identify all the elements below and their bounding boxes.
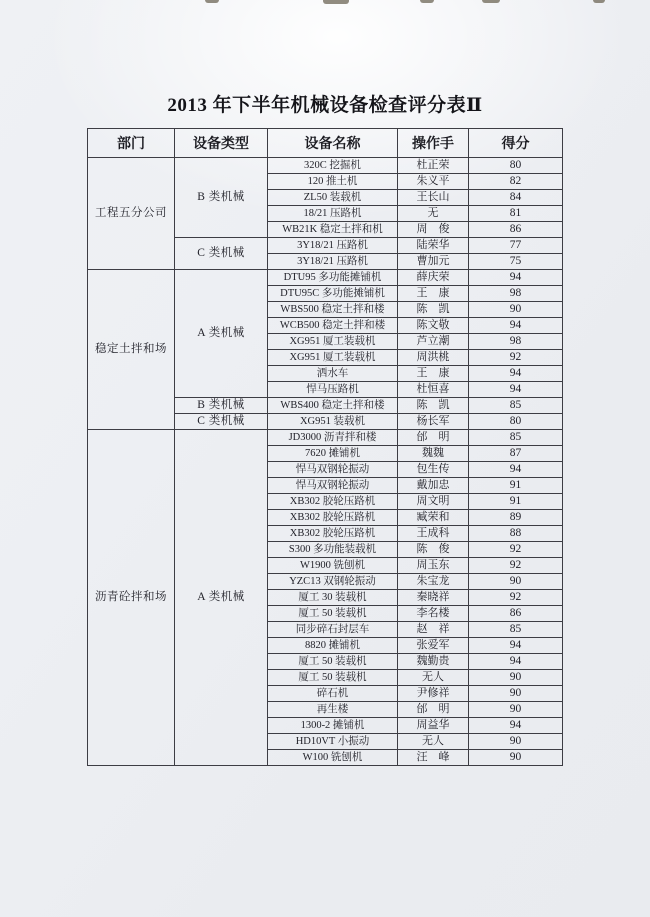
operator-cell: 无人 [398,734,469,750]
device-name-cell: 1300-2 摊铺机 [268,718,398,734]
operator-cell: 曹加元 [398,254,469,270]
device-name-cell: JD3000 沥青拌和楼 [268,430,398,446]
operator-cell: 王长山 [398,190,469,206]
device-name-cell: 8820 摊铺机 [268,638,398,654]
device-name-cell: 同步碎石封层车 [268,622,398,638]
score-cell: 91 [469,494,563,510]
device-name-cell: XB302 胶轮压路机 [268,510,398,526]
table-row [88,430,563,446]
score-cell: 80 [469,414,563,430]
device-name-cell: WBS400 稳定土拌和楼 [268,398,398,414]
operator-cell: 杜恒喜 [398,382,469,398]
device-name-cell: DTU95C 多功能摊铺机 [268,286,398,302]
operator-cell: 邰 明 [398,430,469,446]
operator-cell: 魏魏 [398,446,469,462]
device-name-cell: 碎石机 [268,686,398,702]
table-row [88,270,563,286]
device-name-cell: 再生楼 [268,702,398,718]
device-name-cell: WCB500 稳定土拌和楼 [268,318,398,334]
device-name-cell: W100 铣刨机 [268,750,398,766]
device-name-cell: 厦工 50 装载机 [268,670,398,686]
score-cell: 92 [469,542,563,558]
operator-cell: 陆荣华 [398,238,469,254]
device-name-cell: ZL50 装载机 [268,190,398,206]
header-score: 得分 [469,129,563,158]
score-cell: 94 [469,654,563,670]
score-cell: 94 [469,718,563,734]
operator-cell: 周洪桃 [398,350,469,366]
device-name-cell: 悍马压路机 [268,382,398,398]
operator-cell: 薛庆荣 [398,270,469,286]
scan-artifact [323,0,349,4]
operator-cell: 杜正荣 [398,158,469,174]
device-name-cell: 120 推土机 [268,174,398,190]
device-name-cell: WBS500 稳定土拌和楼 [268,302,398,318]
device-name-cell: YZC13 双钢轮振动 [268,574,398,590]
score-cell: 90 [469,574,563,590]
device-name-cell: XG951 厦工装载机 [268,334,398,350]
score-cell: 92 [469,590,563,606]
score-cell: 98 [469,334,563,350]
device-name-cell: XG951 装载机 [268,414,398,430]
equipment-type-cell: B 类机械 [175,398,268,414]
department-cell: 稳定土拌和场 [88,270,175,430]
operator-cell: 周益华 [398,718,469,734]
score-cell: 98 [469,286,563,302]
operator-cell: 王 康 [398,366,469,382]
score-cell: 80 [469,158,563,174]
operator-cell: 无人 [398,670,469,686]
score-cell: 86 [469,606,563,622]
score-cell: 92 [469,558,563,574]
header-row [88,129,563,158]
device-name-cell: 3Y18/21 压路机 [268,254,398,270]
operator-cell: 尹修祥 [398,686,469,702]
score-cell: 86 [469,222,563,238]
department-cell: 工程五分公司 [88,158,175,270]
device-name-cell: DTU95 多功能摊铺机 [268,270,398,286]
score-cell: 94 [469,382,563,398]
score-cell: 92 [469,350,563,366]
operator-cell: 芦立潮 [398,334,469,350]
operator-cell: 朱义平 [398,174,469,190]
score-cell: 84 [469,190,563,206]
operator-cell: 周 俊 [398,222,469,238]
operator-cell: 朱宝龙 [398,574,469,590]
score-cell: 90 [469,750,563,766]
equipment-type-cell: A 类机械 [175,270,268,398]
score-cell: 81 [469,206,563,222]
device-name-cell: XG951 厦工装载机 [268,350,398,366]
scan-artifact [205,0,219,3]
header-equipment-type: 设备类型 [175,129,268,158]
operator-cell: 臧荣和 [398,510,469,526]
operator-cell: 王成科 [398,526,469,542]
device-name-cell: XB302 胶轮压路机 [268,494,398,510]
operator-cell: 邰 明 [398,702,469,718]
device-name-cell: XB302 胶轮压路机 [268,526,398,542]
equipment-type-cell: B 类机械 [175,158,268,238]
operator-cell: 戴加忠 [398,478,469,494]
score-cell: 88 [469,526,563,542]
score-cell: 89 [469,510,563,526]
operator-cell: 秦晓祥 [398,590,469,606]
operator-cell: 汪 峰 [398,750,469,766]
score-cell: 85 [469,398,563,414]
table-body [88,158,563,766]
score-cell: 77 [469,238,563,254]
score-cell: 91 [469,478,563,494]
score-cell: 87 [469,446,563,462]
operator-cell: 陈 凯 [398,398,469,414]
equipment-type-cell: A 类机械 [175,430,268,766]
table-row [88,158,563,174]
header-operator: 操作手 [398,129,469,158]
device-name-cell: 320C 挖掘机 [268,158,398,174]
scan-artifact [482,0,500,3]
device-name-cell: HD10VT 小振动 [268,734,398,750]
department-cell: 沥青砼拌和场 [88,430,175,766]
operator-cell: 魏勤贵 [398,654,469,670]
device-name-cell: 悍马双钢轮振动 [268,462,398,478]
table-header [88,129,563,158]
score-cell: 94 [469,318,563,334]
score-table [87,128,563,766]
operator-cell: 杨长军 [398,414,469,430]
operator-cell: 包生传 [398,462,469,478]
device-name-cell: 7620 摊铺机 [268,446,398,462]
equipment-type-cell: C 类机械 [175,414,268,430]
score-cell: 94 [469,462,563,478]
score-cell: 90 [469,702,563,718]
page-title: 2013 年下半年机械设备检查评分表Ⅱ [167,95,483,116]
score-cell: 94 [469,638,563,654]
device-name-cell: WB21K 稳定土拌和机 [268,222,398,238]
score-cell: 90 [469,302,563,318]
header-equipment-name: 设备名称 [268,129,398,158]
device-name-cell: 洒水车 [268,366,398,382]
operator-cell: 陈 俊 [398,542,469,558]
score-cell: 90 [469,686,563,702]
scan-artifact [593,0,605,3]
header-department: 部门 [88,129,175,158]
operator-cell: 陈 凯 [398,302,469,318]
score-cell: 94 [469,366,563,382]
scan-artifact [420,0,434,3]
score-cell: 94 [469,270,563,286]
operator-cell: 张爱军 [398,638,469,654]
device-name-cell: 厦工 30 装载机 [268,590,398,606]
score-cell: 75 [469,254,563,270]
operator-cell: 周玉东 [398,558,469,574]
operator-cell: 王 康 [398,286,469,302]
score-cell: 85 [469,430,563,446]
operator-cell: 陈文敬 [398,318,469,334]
device-name-cell: W1900 铣刨机 [268,558,398,574]
device-name-cell: 厦工 50 装载机 [268,606,398,622]
score-cell: 90 [469,670,563,686]
device-name-cell: 厦工 50 装载机 [268,654,398,670]
score-cell: 82 [469,174,563,190]
score-cell: 85 [469,622,563,638]
equipment-type-cell: C 类机械 [175,238,268,270]
operator-cell: 赵 祥 [398,622,469,638]
operator-cell: 周文明 [398,494,469,510]
score-cell: 90 [469,734,563,750]
device-name-cell: 3Y18/21 压路机 [268,238,398,254]
device-name-cell: 悍马双钢轮振动 [268,478,398,494]
operator-cell: 无 [398,206,469,222]
operator-cell: 李名楼 [398,606,469,622]
device-name-cell: 18/21 压路机 [268,206,398,222]
device-name-cell: S300 多功能装载机 [268,542,398,558]
